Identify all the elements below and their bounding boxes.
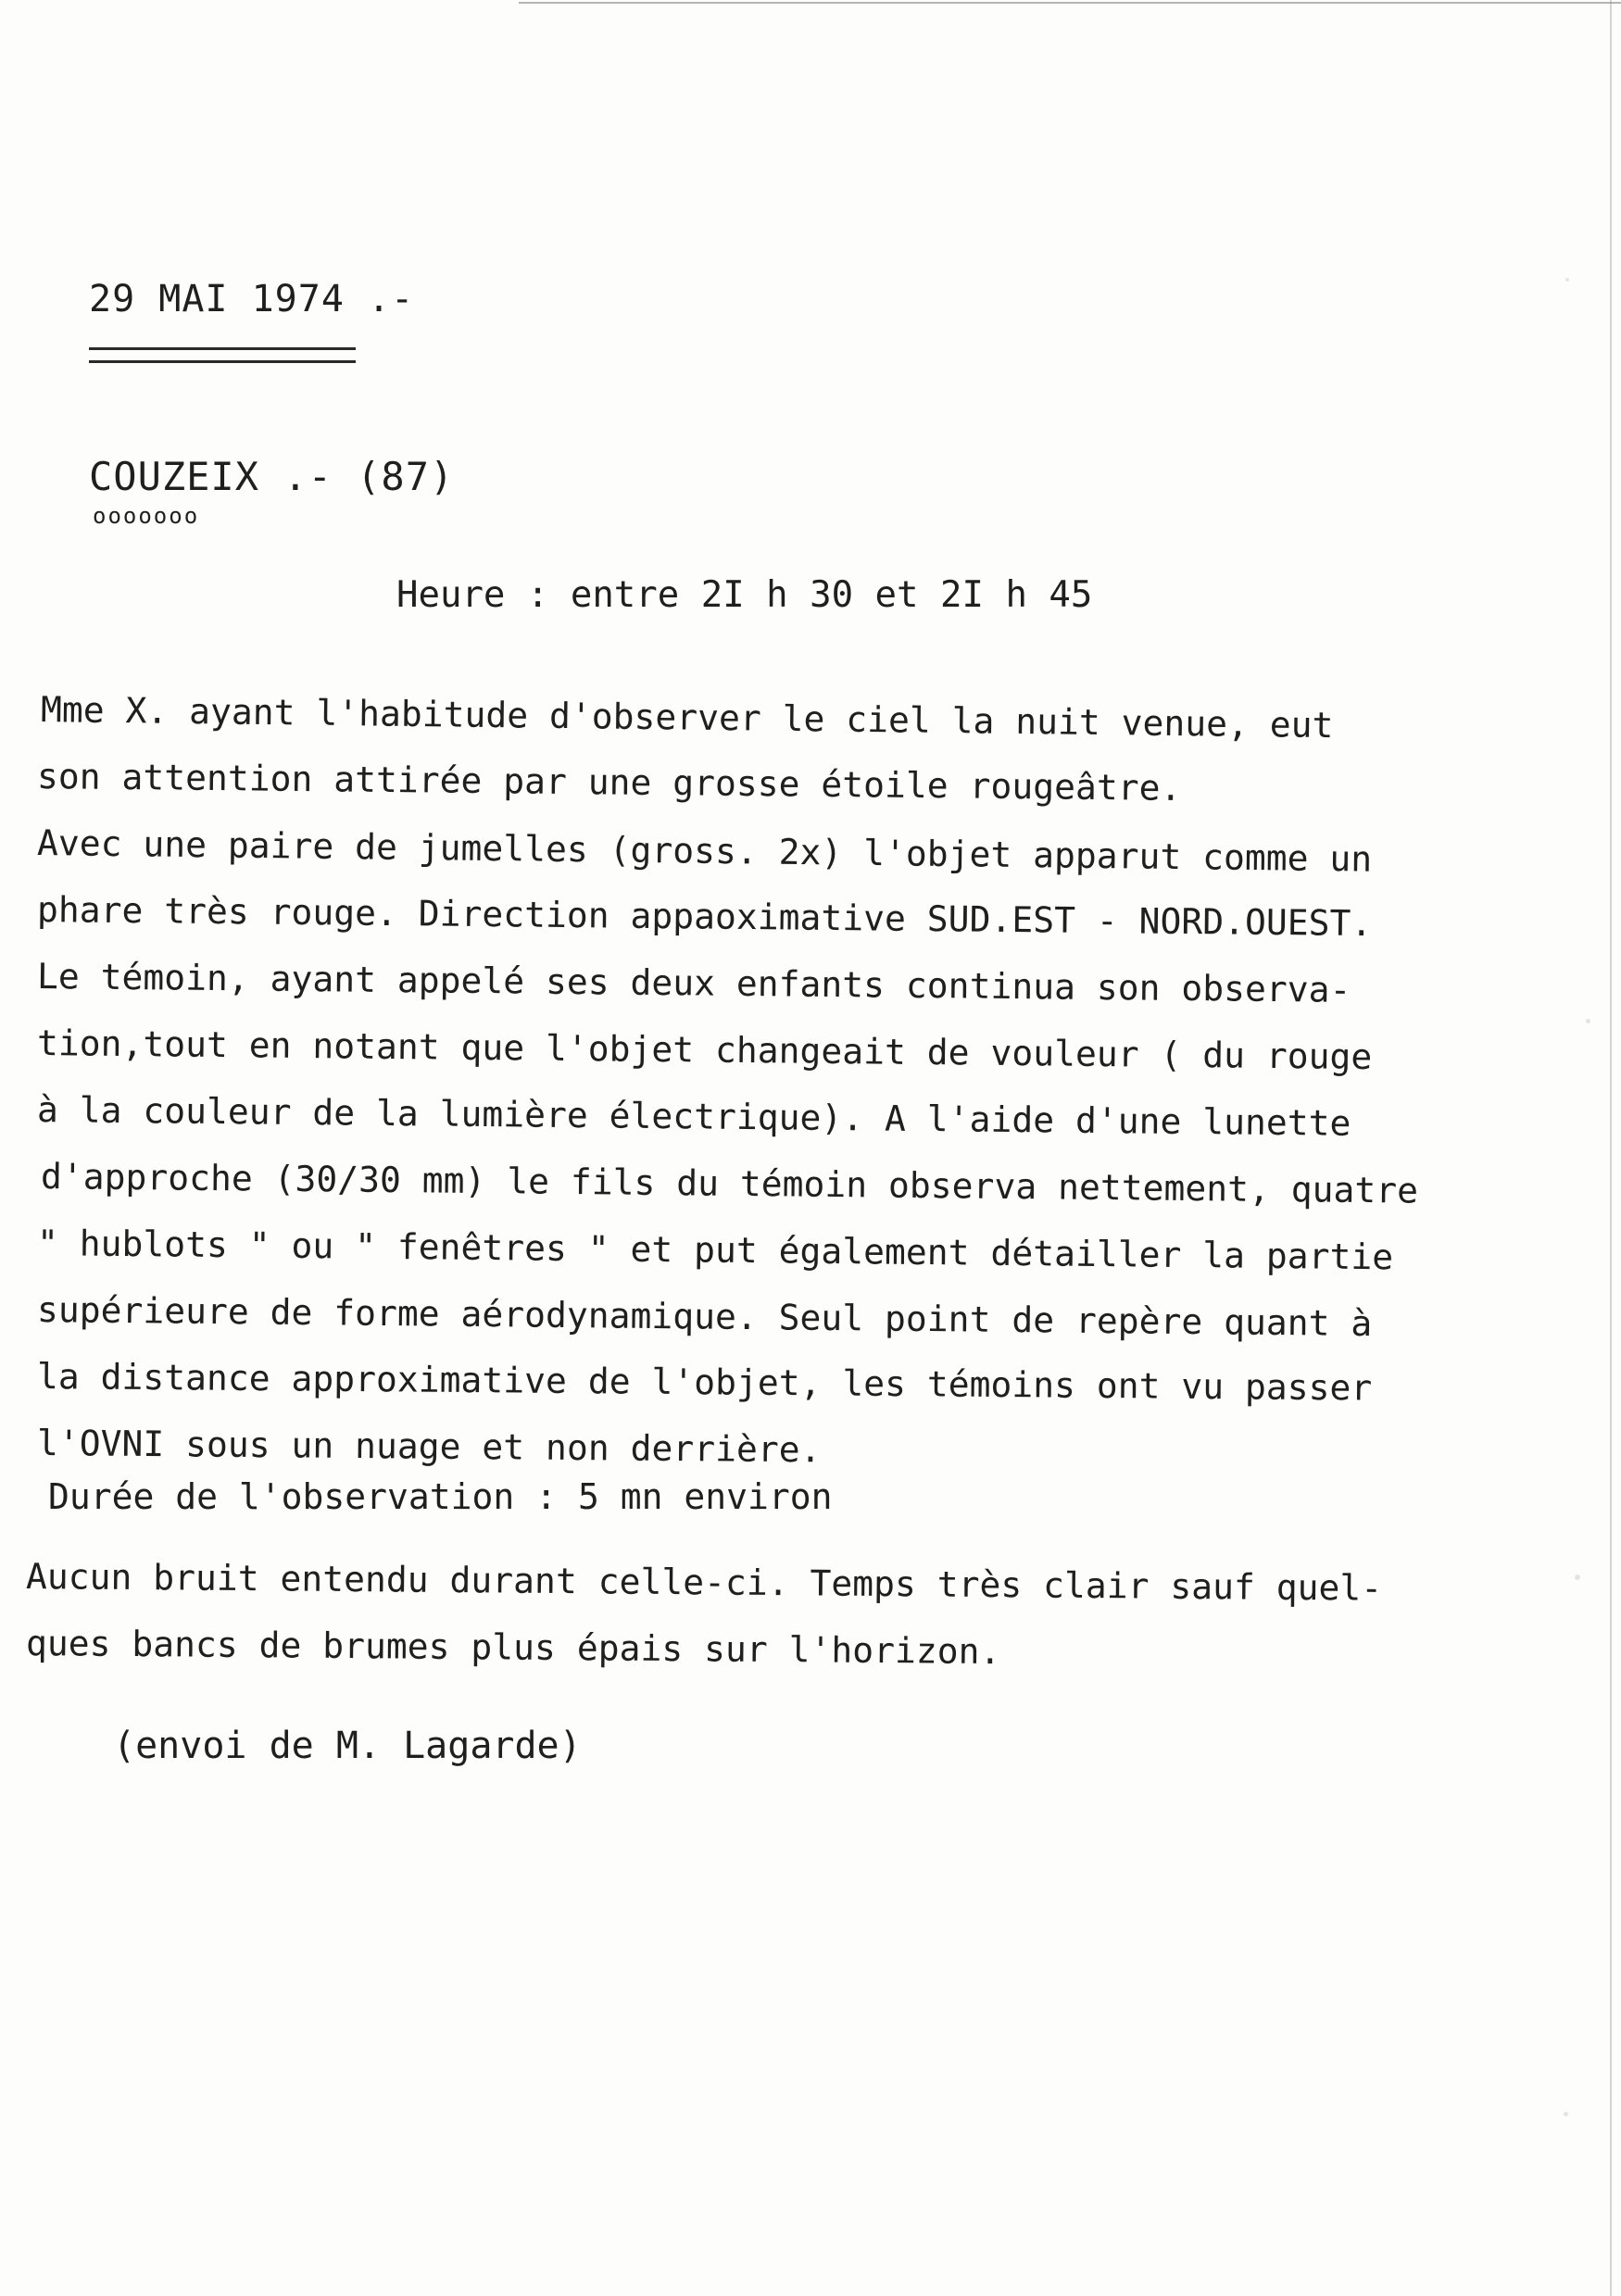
body-line: tion,tout en notant que l'objet changeait de vouleur ( du rouge: [36, 1023, 1373, 1078]
body-line: supérieure de forme aérodynamique. Seul point de repère quant à: [36, 1289, 1373, 1345]
body-line: d'approche (30/30 mm) le fils du témoin observa nettement, quatre: [40, 1156, 1419, 1211]
body-line: la distance approximative de l'objet, les témoins ont vu passer: [36, 1356, 1373, 1409]
date-double-underline: [89, 347, 356, 363]
place-underline: ooooooo: [93, 503, 200, 529]
sender-note: (envoi de M. Lagarde): [113, 1725, 582, 1767]
body-line: son attention attirée par une grosse étoile rougeâtre.: [36, 756, 1182, 809]
body-line: Avec une paire de jumelles (gross. 2x) l'objet apparut comme un: [36, 822, 1373, 880]
conditions-line: ques bancs de brumes plus épais sur l'horizon.: [25, 1623, 1001, 1673]
scan-edge-right: [1610, 0, 1612, 2296]
scan-speck: [1586, 1019, 1590, 1023]
body-line: Mme X. ayant l'habitude d'observer le ciel la nuit venue, eut: [40, 689, 1334, 747]
body-line: à la couleur de la lumière électrique). A l'aide d'une lunette: [36, 1089, 1351, 1144]
report-date: 29 MAI 1974 .-: [89, 278, 415, 320]
body-line: l'OVNI sous un nuage et non derrière.: [36, 1423, 822, 1471]
conditions-line: Aucun bruit entendu durant celle-ci. Temps très clair sauf quel-: [25, 1556, 1383, 1609]
scan-edge-top: [519, 2, 1621, 4]
scan-speck: [1565, 278, 1569, 282]
scan-speck: [1564, 2112, 1568, 2116]
observation-time: Heure : entre 2I h 30 et 2I h 45: [396, 574, 1093, 616]
report-body: [37, 676, 1482, 1476]
report-conditions: [26, 1543, 1508, 1676]
body-line: phare très rouge. Direction appaoximative SUD.EST - NORD.OUEST.: [36, 889, 1373, 945]
scan-speck: [1575, 1575, 1580, 1580]
observation-duration: Durée de l'observation : 5 mn environ: [48, 1476, 833, 1517]
body-line: Le témoin, ayant appelé ses deux enfants continua son observa-: [36, 956, 1351, 1010]
report-place: COUZEIX .- (87): [89, 454, 455, 499]
body-line: " hublots " ou " fenêtres " et put également détailler la partie: [36, 1223, 1394, 1278]
